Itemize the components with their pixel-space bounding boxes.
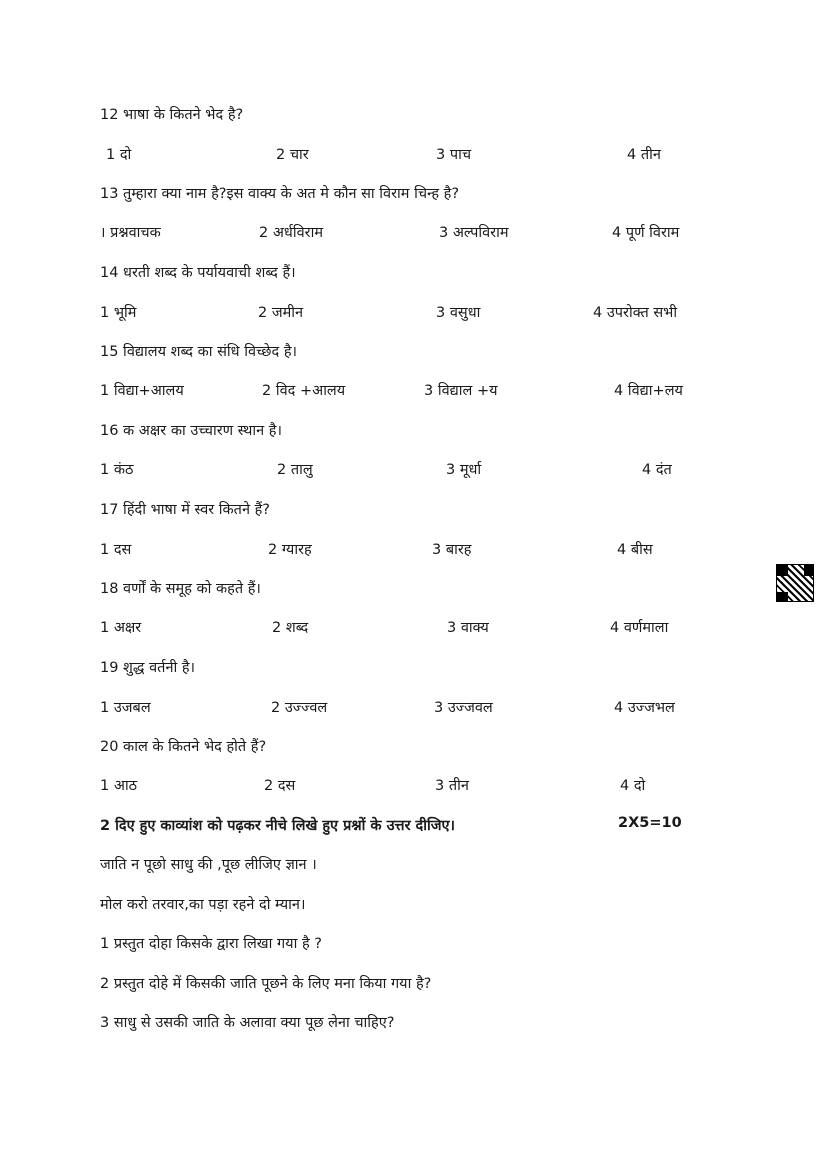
option: 2 दस xyxy=(264,778,296,794)
option: 2 अर्धविराम xyxy=(259,225,324,241)
options-17 xyxy=(0,539,827,559)
option: 1 विद्या+आलय xyxy=(100,383,184,399)
question-20: 20 काल के कितने भेद होते हैं? xyxy=(100,739,267,755)
option: 4 उपरोक्त सभी xyxy=(593,305,678,321)
subquestion: 2 प्रस्तुत दोहे में किसकी जाति पूछने के लिए मना किया गया है? xyxy=(100,976,432,992)
option: । प्रश्नवाचक xyxy=(100,225,161,241)
option: 1 दो xyxy=(106,147,132,163)
question-14: 14 धरती शब्द के पर्यायवाची शब्द हैं। xyxy=(100,265,296,281)
option: 3 तीन xyxy=(435,778,469,794)
option: 2 शब्द xyxy=(272,620,309,636)
qr-code-icon xyxy=(776,564,814,602)
option: 3 उज्जवल xyxy=(434,700,493,716)
question-19: 19 शुद्ध वर्तनी है। xyxy=(100,660,196,676)
option: 3 पाच xyxy=(436,147,472,163)
question-17: 17 हिंदी भाषा में स्वर कितने हैं? xyxy=(100,502,271,518)
verse-line: मोल करो तरवार,का पड़ा रहने दो म्यान। xyxy=(100,897,306,913)
options-14 xyxy=(0,302,827,322)
options-16 xyxy=(0,459,827,479)
section-2-marks: 2X5=10 xyxy=(618,815,682,831)
question-15: 15 विद्यालय शब्द का संधि विच्छेद है। xyxy=(100,344,298,360)
option: 2 चार xyxy=(276,147,309,163)
option: 4 बीस xyxy=(617,542,653,558)
option: 4 उज्जभल xyxy=(614,700,675,716)
subquestion: 1 प्रस्तुत दोहा किसके द्वारा लिखा गया है ? xyxy=(100,936,322,952)
option: 2 उज्ज्वल xyxy=(271,700,328,716)
option: 3 अल्पविराम xyxy=(439,225,509,241)
option: 3 वाक्य xyxy=(447,620,489,636)
option: 2 तालु xyxy=(277,462,313,478)
option: 1 भूमि xyxy=(100,305,137,321)
verse-line: जाति न पूछो साधु की ,पूछ लीजिए ज्ञान । xyxy=(100,857,317,873)
option: 4 पूर्ण विराम xyxy=(612,225,680,241)
option: 1 अक्षर xyxy=(100,620,142,636)
option: 4 दंत xyxy=(642,462,672,478)
question-12: 12 भाषा के कितने भेद है? xyxy=(100,107,244,123)
option: 1 कंठ xyxy=(100,462,134,478)
option: 3 विद्याल +य xyxy=(424,383,498,399)
option: 3 बारह xyxy=(432,542,472,558)
option: 1 आठ xyxy=(100,778,138,794)
question-13: 13 तुम्हारा क्या नाम है?इस वाक्य के अत मे कौन सा विराम चिन्ह है? xyxy=(100,186,460,202)
option: 4 वर्णमाला xyxy=(610,620,669,636)
option: 2 ग्यारह xyxy=(268,542,312,558)
options-20 xyxy=(0,775,827,795)
options-19 xyxy=(0,697,827,717)
option: 4 विद्या+लय xyxy=(614,383,683,399)
question-18: 18 वर्णों के समूह को कहते हैं। xyxy=(100,581,261,597)
option: 4 दो xyxy=(620,778,646,794)
section-2-heading: 2 दिए हुए काव्यांश को पढ़कर नीचे लिखे हुए प्रश्नों के उत्तर दीजिए। xyxy=(100,818,456,834)
option: 1 दस xyxy=(100,542,132,558)
option: 1 उजबल xyxy=(100,700,151,716)
option: 3 मूर्धा xyxy=(446,462,482,478)
subquestion: 3 साधु से उसकी जाति के अलावा क्या पूछ लेना चाहिए? xyxy=(100,1015,395,1031)
option: 2 विद +आलय xyxy=(262,383,346,399)
option: 4 तीन xyxy=(627,147,661,163)
question-16: 16 क अक्षर का उच्चारण स्थान है। xyxy=(100,423,282,439)
options-15 xyxy=(0,380,827,400)
option: 3 वसुधा xyxy=(436,305,481,321)
options-18 xyxy=(0,617,827,637)
options-13 xyxy=(0,222,827,242)
option: 2 जमीन xyxy=(258,305,304,321)
options-12 xyxy=(0,144,827,164)
